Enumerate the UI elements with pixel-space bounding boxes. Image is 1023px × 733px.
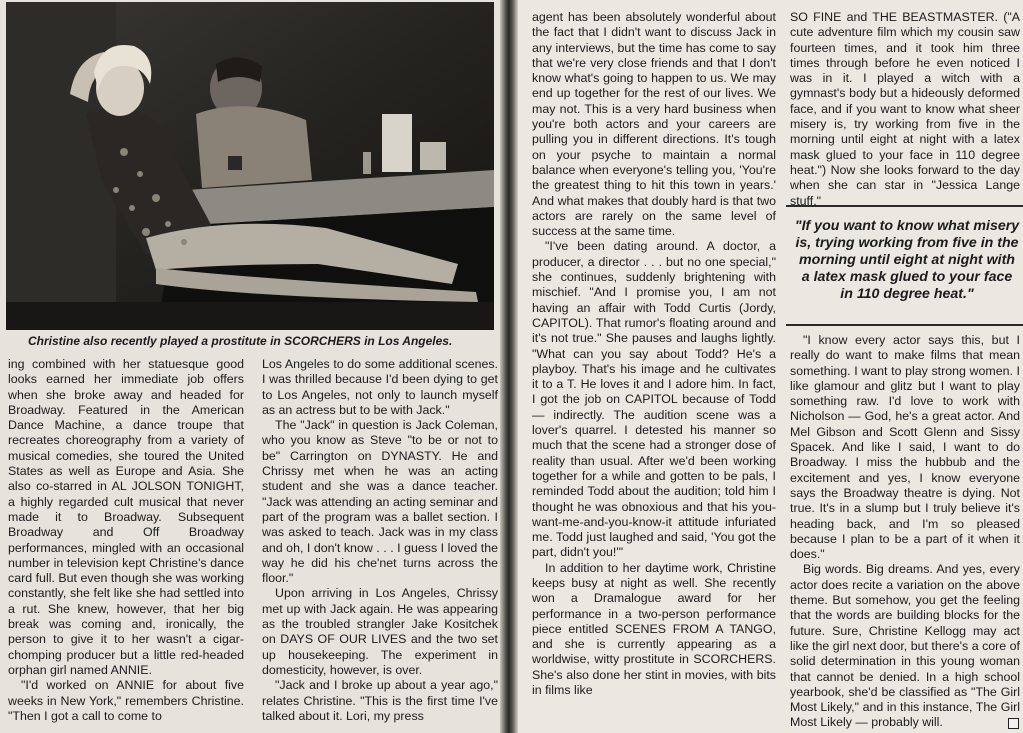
paragraph: "Jack and I broke up about a year ago," relates Christine. "This is the first time I've talked about it. Lori, my press xyxy=(262,678,498,723)
right-column-2-bottom xyxy=(790,333,1020,731)
left-page xyxy=(0,0,500,733)
paragraph: Big words. Big dreams. And yes, every actor does recite a variation on the above theme. But somehow, you get the feeling that the words are building blocks for the future. Sure, Christine Kellogg may act like the girl next door, but there's a core of solid determination in this young woman that cannot be denied. In a high school yearbook, she'd be classified as "The Girl Most Likely," and in this instance, The Girl Most Likely — probably will. xyxy=(790,562,1020,730)
paragraph: ing combined with her statuesque good looks earned her immediate job offers when she broke away and headed for Broadway. Featured in the American Dance Machine, a dance troupe that recreates choreography from a variety of musical comedies, she toured the United States as well as Europe and Asia. She also co-starred in AL JOLSON TONIGHT, a highly regarded cult musical that never made it to Broadway. Subsequent Broadway and Off Broadway performances, mingled with an occasional number in television kept Christine's dance card full. But even though she was working constantly, she felt like she had settled into a rut. She knew, however, that her big break was coming and, ironically, the person to give it to her wasn't a cigar-chomping producer but a little red-headed orphan girl named ANNIE. xyxy=(8,357,244,677)
photo-caption: Christine also recently played a prostitute in SCORCHERS in Los Angeles. xyxy=(28,334,453,348)
left-column-1 xyxy=(8,357,244,724)
article-photo xyxy=(6,2,494,330)
paragraph: In addition to her daytime work, Christine keeps busy at night as well. She recently won a Dramalogue award for her performance in a two-person performance piece entitled SCENES FROM A TANGO, and she is currently appearing as a worldwise, witty prostitute in SCORCHERS. She's also done her stint in movies, with bits in films like xyxy=(532,560,776,698)
right-column-2-top xyxy=(790,10,1020,209)
paragraph: "I know every actor says this, but I really do want to make films that mean something. I want to play strong women. I like glamour and glitz but I want to play something raw. I'd love to work with Nicholson — God, he's a great actor. And Mel Gibson and Scott Glenn and Sissy Spacek. And like I said, I want to do Broadway. I miss the hubbub and the excitement and yes, I know everyone says the Broadway theatre is dying. Not true. It's in a slump but I truly believe it's heading back, and I'm so pleased because I plan to be a part of it when it does." xyxy=(790,333,1020,562)
paragraph: agent has been absolutely wonderful about the fact that I didn't want to discuss Jack in any interviews, but the time has come to say that we're very close friends and that I don't know what's going to happen to us. We may end up together for the rest of our lives. We may not. This is a very hard business when you're both actors and your careers are pulling you in different directions. It's tough on your psyche to maintain a normal balance when everyone's telling you, 'You're the greatest thing to hit this town in years.' And what makes that doubly hard is that two actors are rarely on the same level of success at the same time. xyxy=(532,10,776,239)
pull-quote-rule-top xyxy=(786,205,1023,207)
paragraph: The "Jack" in question is Jack Coleman, who you know as Steve "to be or not to be" Carrington on DYNASTY. He and Chrissy met when he was an acting student and she was a dance teacher. "Jack was attending an acting seminar and part of the program was a ballet section. I was asked to teach. Jack was in my class and oh, I don't know . . . I guess I loved the way he did his che'net turns across the floor." xyxy=(262,418,498,586)
paragraph: SO FINE and THE BEASTMASTER. ("A cute adventure film which my cousin saw fourteen times, and it took him three times through before he even noticed I was in it. I played a witch with a gymnast's body but a hideously deformed face, and if you want to know what sheer misery is, try working from five in the morning until eight at night with a latex mask glued to your face in 110 degree heat.") Now she looks forward to the day when she can star in "Jessica Lange stuff." xyxy=(790,10,1020,208)
left-column-2 xyxy=(262,357,498,724)
paragraph: "I've been dating around. A doctor, a producer, a director . . . but no one special," she continues, suddenly brightening with mischief. "And I promise you, I am not having an affair with Todd Curtis (Jordy, CAPITOL). That rumor's floating around and it's not true." She pauses and laughs lightly. "What can you say about Todd? He's a playboy. That's his image and he cultivates it to a T. He loves it and I adore him. In fact, I got the job on CAPITOL because of Todd — indirectly. The audition scene was a lover's quarrel. I detested his manner so much that the scene had a stronger dose of reality than usual. After we'd been working together for a while and gotten to be pals, I reminded Todd about the audition; told him I thought he was obnoxious and that his you-want-me-and-you-know-it attitude infuriated me. Todd just laughed and said, 'You got the part, didn't you!'" xyxy=(532,239,776,560)
paragraph: "I'd worked on ANNIE for about five weeks in New York," remembers Christine. "Then I got a call to come to xyxy=(8,678,244,723)
page-gutter xyxy=(500,0,518,733)
paragraph: Los Angeles to do some additional scenes. I was thrilled because I'd been dying to get to Los Angeles, not only to launch myself as an actress but to be with Jack." xyxy=(262,357,498,417)
pull-quote: "If you want to know what misery is, trying working from five in the morning until eight at night with a latex mask glued to your face in 110 degree heat." xyxy=(794,218,1020,302)
right-column-1 xyxy=(532,10,776,698)
pull-quote-rule-bottom xyxy=(786,324,1023,326)
paragraph: Upon arriving in Los Angeles, Chrissy met up with Jack again. He was appearing as the troubled strangler Jake Kositchek on DAYS OF OUR LIVES and the two set up housekeeping. The experiment in domesticity, however, is over. xyxy=(262,586,498,677)
right-page xyxy=(518,0,1023,733)
end-of-article-square-icon xyxy=(1008,718,1019,729)
photo-image xyxy=(6,2,494,330)
